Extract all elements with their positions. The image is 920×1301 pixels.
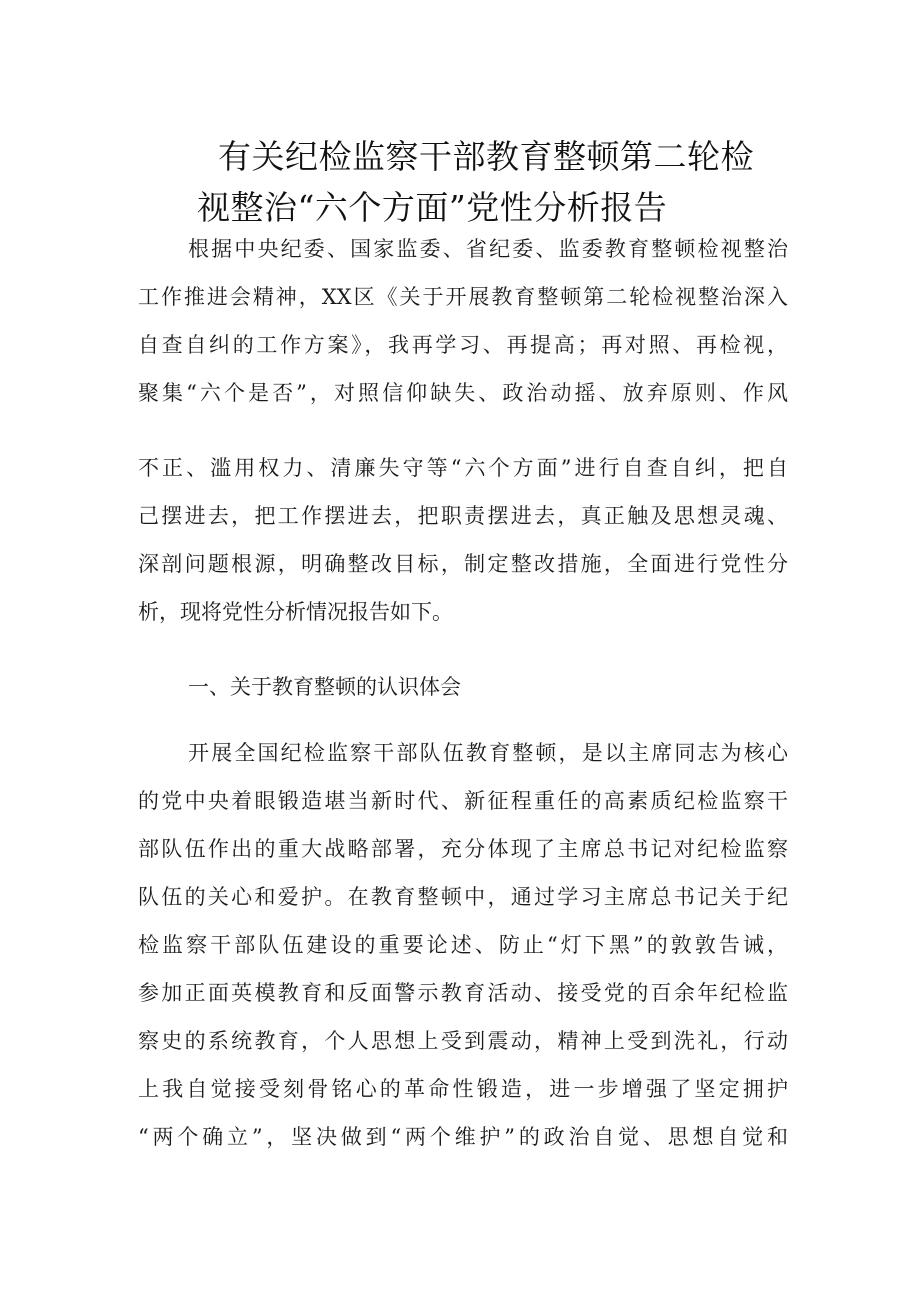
paragraph-2-line: 开展全国纪检监察干部队伍教育整顿，是以主席同志为核心 (188, 741, 788, 765)
paragraph-1-line: 深剖问题根源，明确整改目标，制定整改措施，全面进行党性分 (138, 552, 788, 576)
paragraph-2-line: 检监察干部队伍建设的重要论述、防止“灯下黑”的敦敦告诫， (138, 933, 788, 957)
paragraph-2-line: 参加正面英模教育和反面警示教育活动、接受党的百余年纪检监 (138, 981, 788, 1005)
paragraph-2-line: 部队伍作出的重大战略部署，充分体现了主席总书记对纪检监察 (138, 837, 788, 861)
paragraph-1-line: 自查自纠的工作方案》，我再学习、再提高；再对照、再检视， (138, 333, 788, 357)
paragraph-2-line: “两个确立”，坚决做到“两个维护”的政治自觉、思想自觉和 (138, 1125, 788, 1149)
paragraph-2-line: 队伍的关心和爱护。在教育整顿中，通过学习主席总书记关于纪 (138, 885, 788, 909)
paragraph-1-line: 工作推进会精神，XX区《关于开展教育整顿第二轮检视整治深入 (138, 285, 788, 309)
paragraph-1-line: 不正、滥用权力、清廉失守等“六个方面”进行自查自纠，把自 (138, 456, 788, 480)
section-1-heading: 一、关于教育整顿的认识体会 (188, 675, 461, 699)
paragraph-1-line: 根据中央纪委、国家监委、省纪委、监委教育整顿检视整治 (188, 237, 788, 261)
paragraph-2-line: 上我自觉接受刻骨铭心的革命性锻造，进一步增强了坚定拥护 (138, 1077, 788, 1101)
paragraph-1-line: 聚集“六个是否”，对照信仰缺失、政治动摇、放弃原则、作风 (138, 381, 788, 405)
document-title-line-1: 有关纪检监察干部教育整顿第二轮检 (218, 137, 754, 176)
paragraph-1-line: 己摆进去，把工作摆进去，把职责摆进去，真正触及思想灵魂、 (138, 504, 788, 528)
paragraph-2-line: 的党中央着眼锻造堪当新时代、新征程重任的高素质纪检监察干 (138, 789, 788, 813)
paragraph-2-line: 察史的系统教育，个人思想上受到震动，精神上受到洗礼，行动 (138, 1029, 788, 1053)
paragraph-1-line: 析，现将党性分析情况报告如下。 (138, 600, 453, 624)
document-title-line-2: 视整治“六个方面”党性分析报告 (197, 188, 668, 227)
